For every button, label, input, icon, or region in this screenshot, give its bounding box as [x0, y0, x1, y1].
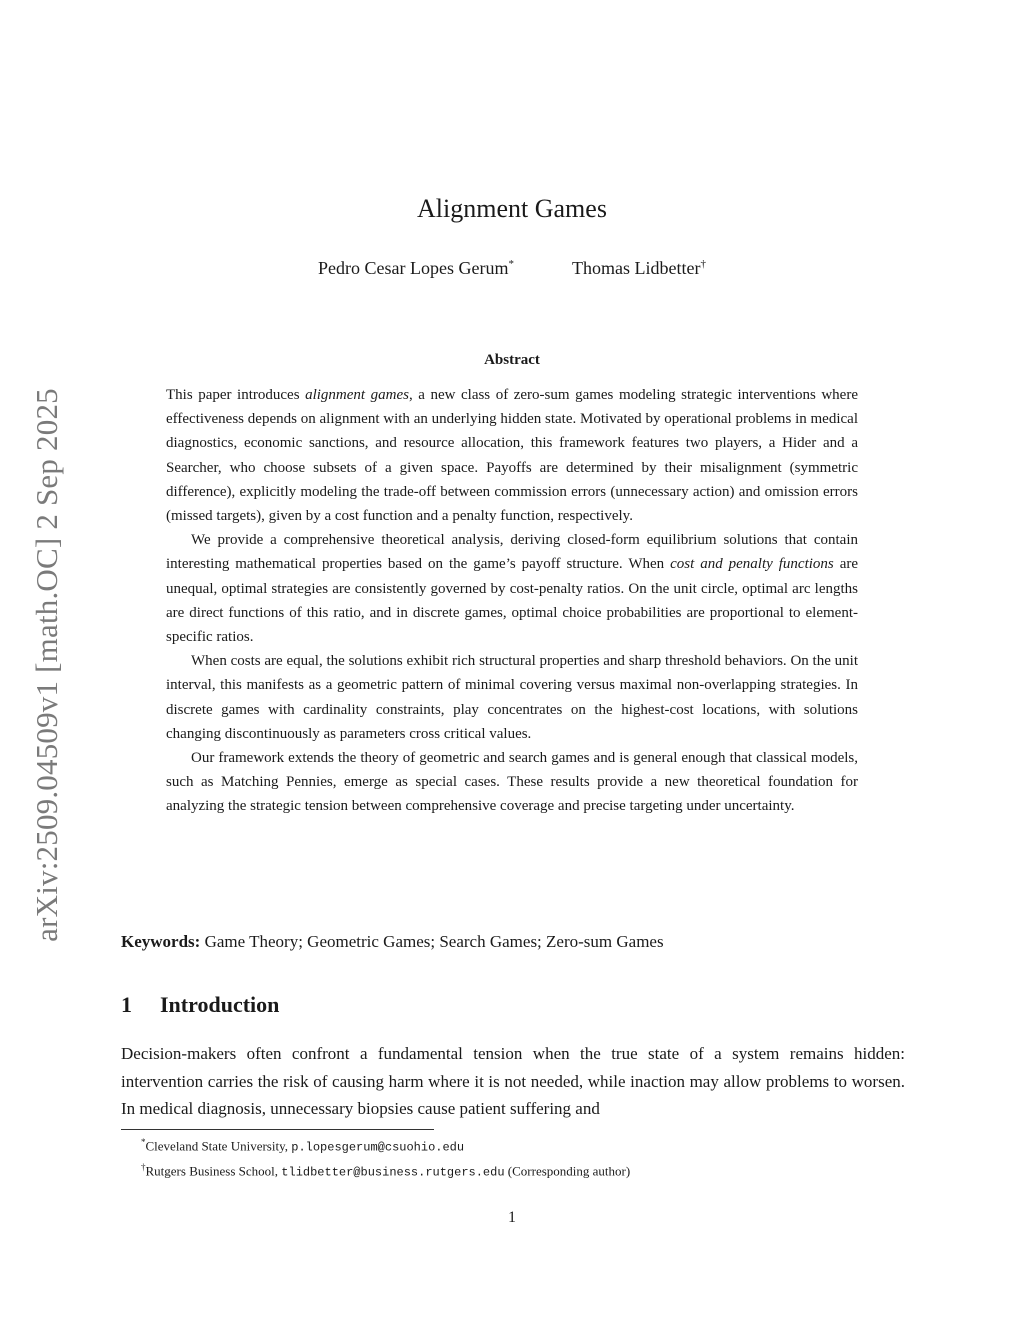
abstract-p2-text-a: We provide a comprehensive theoretical analysis, deriving closed-form equilibrium solutions that contain interesting mathematical properties based on the game’s payoff structure. When [166, 532, 858, 573]
author-1-name: Pedro Cesar Lopes Gerum [318, 258, 509, 278]
introduction-body [121, 1040, 905, 1123]
keywords-text: Game Theory; Geometric Games; Search Games; Zero-sum Games [204, 932, 664, 951]
abstract-p1-text-a: This paper introduces [166, 387, 306, 403]
footnote-2-mark: † [141, 1162, 146, 1173]
footnote-1-mark: * [141, 1137, 146, 1147]
abstract-paragraph-4: Our framework extends the theory of geometric and search games and is general enough that classical models, such as Matching Pennies, emerge as special cases. These results provide a new theoretical foundation for analyzing the strategic tension between comprehensive coverage and precise targeting under uncertainty. [166, 750, 858, 815]
author-1-footnote-mark: * [508, 258, 514, 270]
footnote-1 [121, 1132, 905, 1157]
section-heading-introduction [121, 992, 279, 1018]
abstract-p2-emphasis: cost and penalty functions [670, 556, 834, 573]
abstract-p1-text-b: , a new class of zero-sum games modeling strategic interventions where effectiveness depends on alignment with an underlying hidden state. Motivated by operational problems in medical diagnostics, economic sanctions, and resource allocation, this framework features two players, a Hider and a Searcher, who choose subsets of a given space. Payoffs are determined by their misalignment (symmetric difference), explicitly modeling the trade-off between commission errors (unnecessary action) and omission errors (missed targets), given by a cost function and a penalty function, respectively. [166, 387, 858, 525]
footnote-1-affiliation: Cleveland State University, [145, 1138, 292, 1154]
footnote-2 [121, 1157, 905, 1182]
footnote-divider [121, 1129, 434, 1130]
author-2-name: Thomas Lidbetter [571, 258, 701, 278]
paper-title: Alignment Games [417, 194, 607, 223]
page-number: 1 [508, 1209, 516, 1226]
footnote-2-note: (Corresponding author) [504, 1163, 631, 1179]
section-number: 1 [121, 992, 132, 1017]
abstract-heading: Abstract [484, 352, 540, 368]
abstract-paragraph-2 [166, 528, 858, 649]
author-list [0, 258, 1024, 279]
arxiv-identifier-stamp: arXiv:2509.04509v1 [math.OC] 2 Sep 2025 [29, 388, 64, 942]
footnotes [121, 1132, 905, 1183]
abstract-body [166, 383, 858, 819]
footnote-1-email-link[interactable]: p.lopesgerum@csuohio.edu [291, 1140, 465, 1155]
author-1 [318, 258, 514, 279]
author-2-footnote-mark: † [700, 258, 706, 270]
abstract-p1-emphasis: alignment games [305, 387, 409, 403]
footnote-2-email-link[interactable]: tlidbetter@business.rutgers.edu [281, 1165, 505, 1180]
section-title: Introduction [160, 992, 280, 1017]
keywords-line [121, 932, 905, 952]
footnote-2-affiliation: Rutgers Business School, [145, 1163, 282, 1179]
abstract-paragraph-1 [166, 383, 858, 528]
author-2 [572, 258, 706, 279]
abstract-paragraph-3: When costs are equal, the solutions exhibit rich structural properties and sharp threshold behaviors. On the unit interval, this manifests as a geometric pattern of minimal covering versus maximal non-overlapping strategies. In discrete games with cardinality constraints, play concentrates on the highest-cost locations, with solutions changing discontinuously as parameters cross critical values. [166, 653, 858, 742]
keywords-label: Keywords: [121, 932, 201, 951]
abstract-p2-text-b: are unequal, optimal strategies are consistently governed by cost-penalty ratios. On the unit circle, optimal arc lengths are direct functions of this ratio, and in discrete games, optimal choice probabilities are proportional to element-specific ratios. [166, 556, 859, 646]
introduction-paragraph: Decision-makers often confront a fundamental tension when the true state of a system remains hidden: intervention carries the risk of causing harm where it is not needed, while inaction may allow problems to worsen. In medical diagnosis, unnecessary biopsies cause patient suffering and [121, 1044, 905, 1118]
